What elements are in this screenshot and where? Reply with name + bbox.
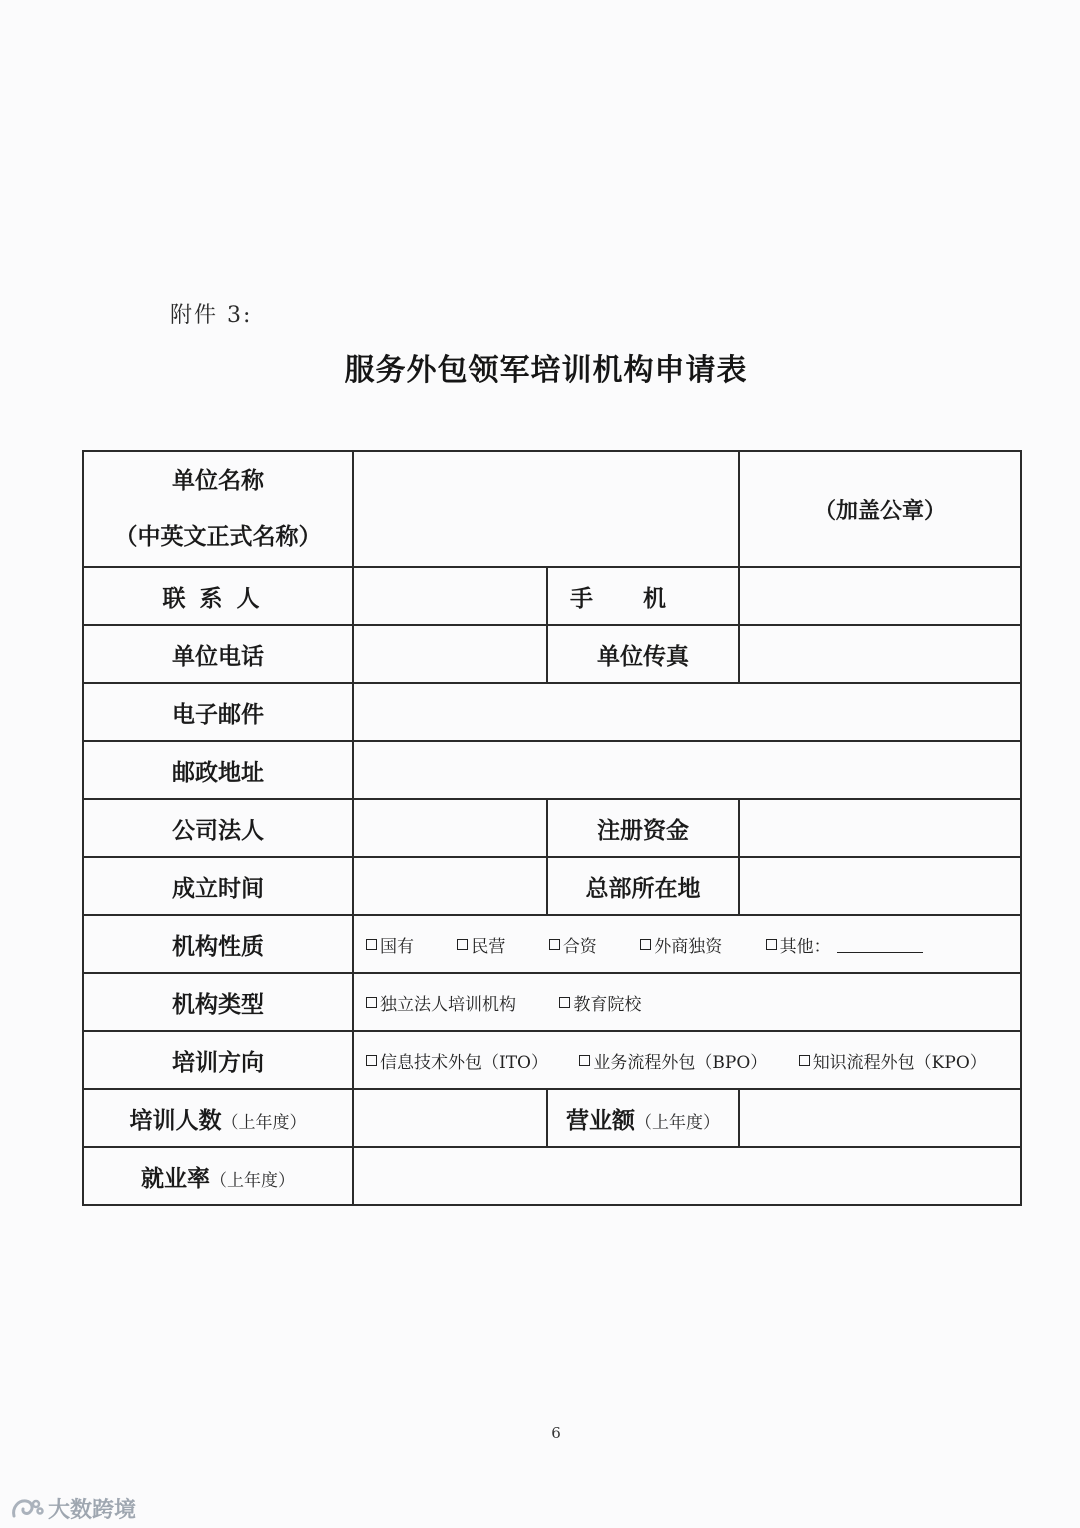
- revenue-field[interactable]: [739, 1089, 1021, 1147]
- nature-option-private[interactable]: 民营: [457, 932, 505, 957]
- row-direction: [83, 1031, 1021, 1089]
- postal-address-label: 邮政地址: [83, 741, 353, 799]
- checkbox-icon[interactable]: [799, 1055, 810, 1066]
- trainees-field[interactable]: [353, 1089, 547, 1147]
- type-option-school[interactable]: 教育院校: [559, 990, 641, 1015]
- unit-phone-field[interactable]: [353, 625, 547, 683]
- watermark-logo-icon: [10, 1496, 44, 1522]
- row-legal-capital: [83, 799, 1021, 857]
- headquarters-label: 总部所在地: [547, 857, 739, 915]
- direction-option-bpo[interactable]: 业务流程外包（BPO）: [579, 1048, 767, 1073]
- direction-options: [353, 1031, 1021, 1089]
- postal-address-field[interactable]: [353, 741, 1021, 799]
- type-options: [353, 973, 1021, 1031]
- row-type: [83, 973, 1021, 1031]
- checkbox-icon[interactable]: [549, 939, 560, 950]
- mobile-label: 手机: [547, 567, 739, 625]
- established-label: 成立时间: [83, 857, 353, 915]
- email-label: 电子邮件: [83, 683, 353, 741]
- row-established-hq: [83, 857, 1021, 915]
- unit-fax-label: 单位传真: [547, 625, 739, 683]
- contact-field[interactable]: [353, 567, 547, 625]
- unit-phone-label: 单位电话: [83, 625, 353, 683]
- employment-label: 就业率（上年度）: [83, 1147, 353, 1205]
- direction-option-kpo[interactable]: 知识流程外包（KPO）: [799, 1048, 987, 1073]
- nature-option-state-owned[interactable]: 国有: [366, 932, 414, 957]
- unit-name-label: 单位名称 （中英文正式名称）: [83, 451, 353, 567]
- headquarters-field[interactable]: [739, 857, 1021, 915]
- type-option-independent[interactable]: 独立法人培训机构: [366, 990, 516, 1015]
- established-field[interactable]: [353, 857, 547, 915]
- nature-label: 机构性质: [83, 915, 353, 973]
- type-label: 机构类型: [83, 973, 353, 1031]
- direction-option-ito[interactable]: 信息技术外包（ITO）: [366, 1048, 548, 1073]
- row-postal-address: [83, 741, 1021, 799]
- nature-options: [353, 915, 1021, 973]
- nature-option-joint-venture[interactable]: 合资: [549, 932, 597, 957]
- row-unit-name: [83, 451, 1021, 567]
- contact-label: 联系人: [83, 567, 353, 625]
- unit-fax-field[interactable]: [739, 625, 1021, 683]
- nature-option-other[interactable]: 其他：: [766, 932, 923, 957]
- checkbox-icon[interactable]: [766, 939, 777, 950]
- mobile-field[interactable]: [739, 567, 1021, 625]
- checkbox-icon[interactable]: [579, 1055, 590, 1066]
- row-email: [83, 683, 1021, 741]
- registered-capital-field[interactable]: [739, 799, 1021, 857]
- direction-label: 培训方向: [83, 1031, 353, 1089]
- official-seal-cell: （加盖公章）: [739, 451, 1021, 567]
- watermark: [10, 1493, 136, 1524]
- checkbox-icon[interactable]: [366, 1055, 377, 1066]
- other-nature-blank[interactable]: [837, 936, 923, 953]
- revenue-label: 营业额（上年度）: [547, 1089, 739, 1147]
- page-number: 6: [551, 1424, 561, 1442]
- employment-field[interactable]: [353, 1147, 1021, 1205]
- checkbox-icon[interactable]: [559, 997, 570, 1008]
- legal-person-field[interactable]: [353, 799, 547, 857]
- legal-person-label: 公司法人: [83, 799, 353, 857]
- attachment-label: 附件 3:: [170, 303, 253, 328]
- trainees-label: 培训人数（上年度）: [83, 1089, 353, 1147]
- row-employment: [83, 1147, 1021, 1205]
- checkbox-icon[interactable]: [366, 997, 377, 1008]
- email-field[interactable]: [353, 683, 1021, 741]
- watermark-text: 大数跨境: [48, 1498, 137, 1523]
- row-phone-fax: [83, 625, 1021, 683]
- checkbox-icon[interactable]: [457, 939, 468, 950]
- checkbox-icon[interactable]: [640, 939, 651, 950]
- row-nature: [83, 915, 1021, 973]
- row-contact: [83, 567, 1021, 625]
- checkbox-icon[interactable]: [366, 939, 377, 950]
- application-form-table: [82, 450, 1022, 1206]
- page-title: 服务外包领军培训机构申请表: [344, 353, 748, 388]
- row-trainees-revenue: [83, 1089, 1021, 1147]
- registered-capital-label: 注册资金: [547, 799, 739, 857]
- unit-name-field[interactable]: [353, 451, 739, 567]
- nature-option-foreign-owned[interactable]: 外商独资: [640, 932, 722, 957]
